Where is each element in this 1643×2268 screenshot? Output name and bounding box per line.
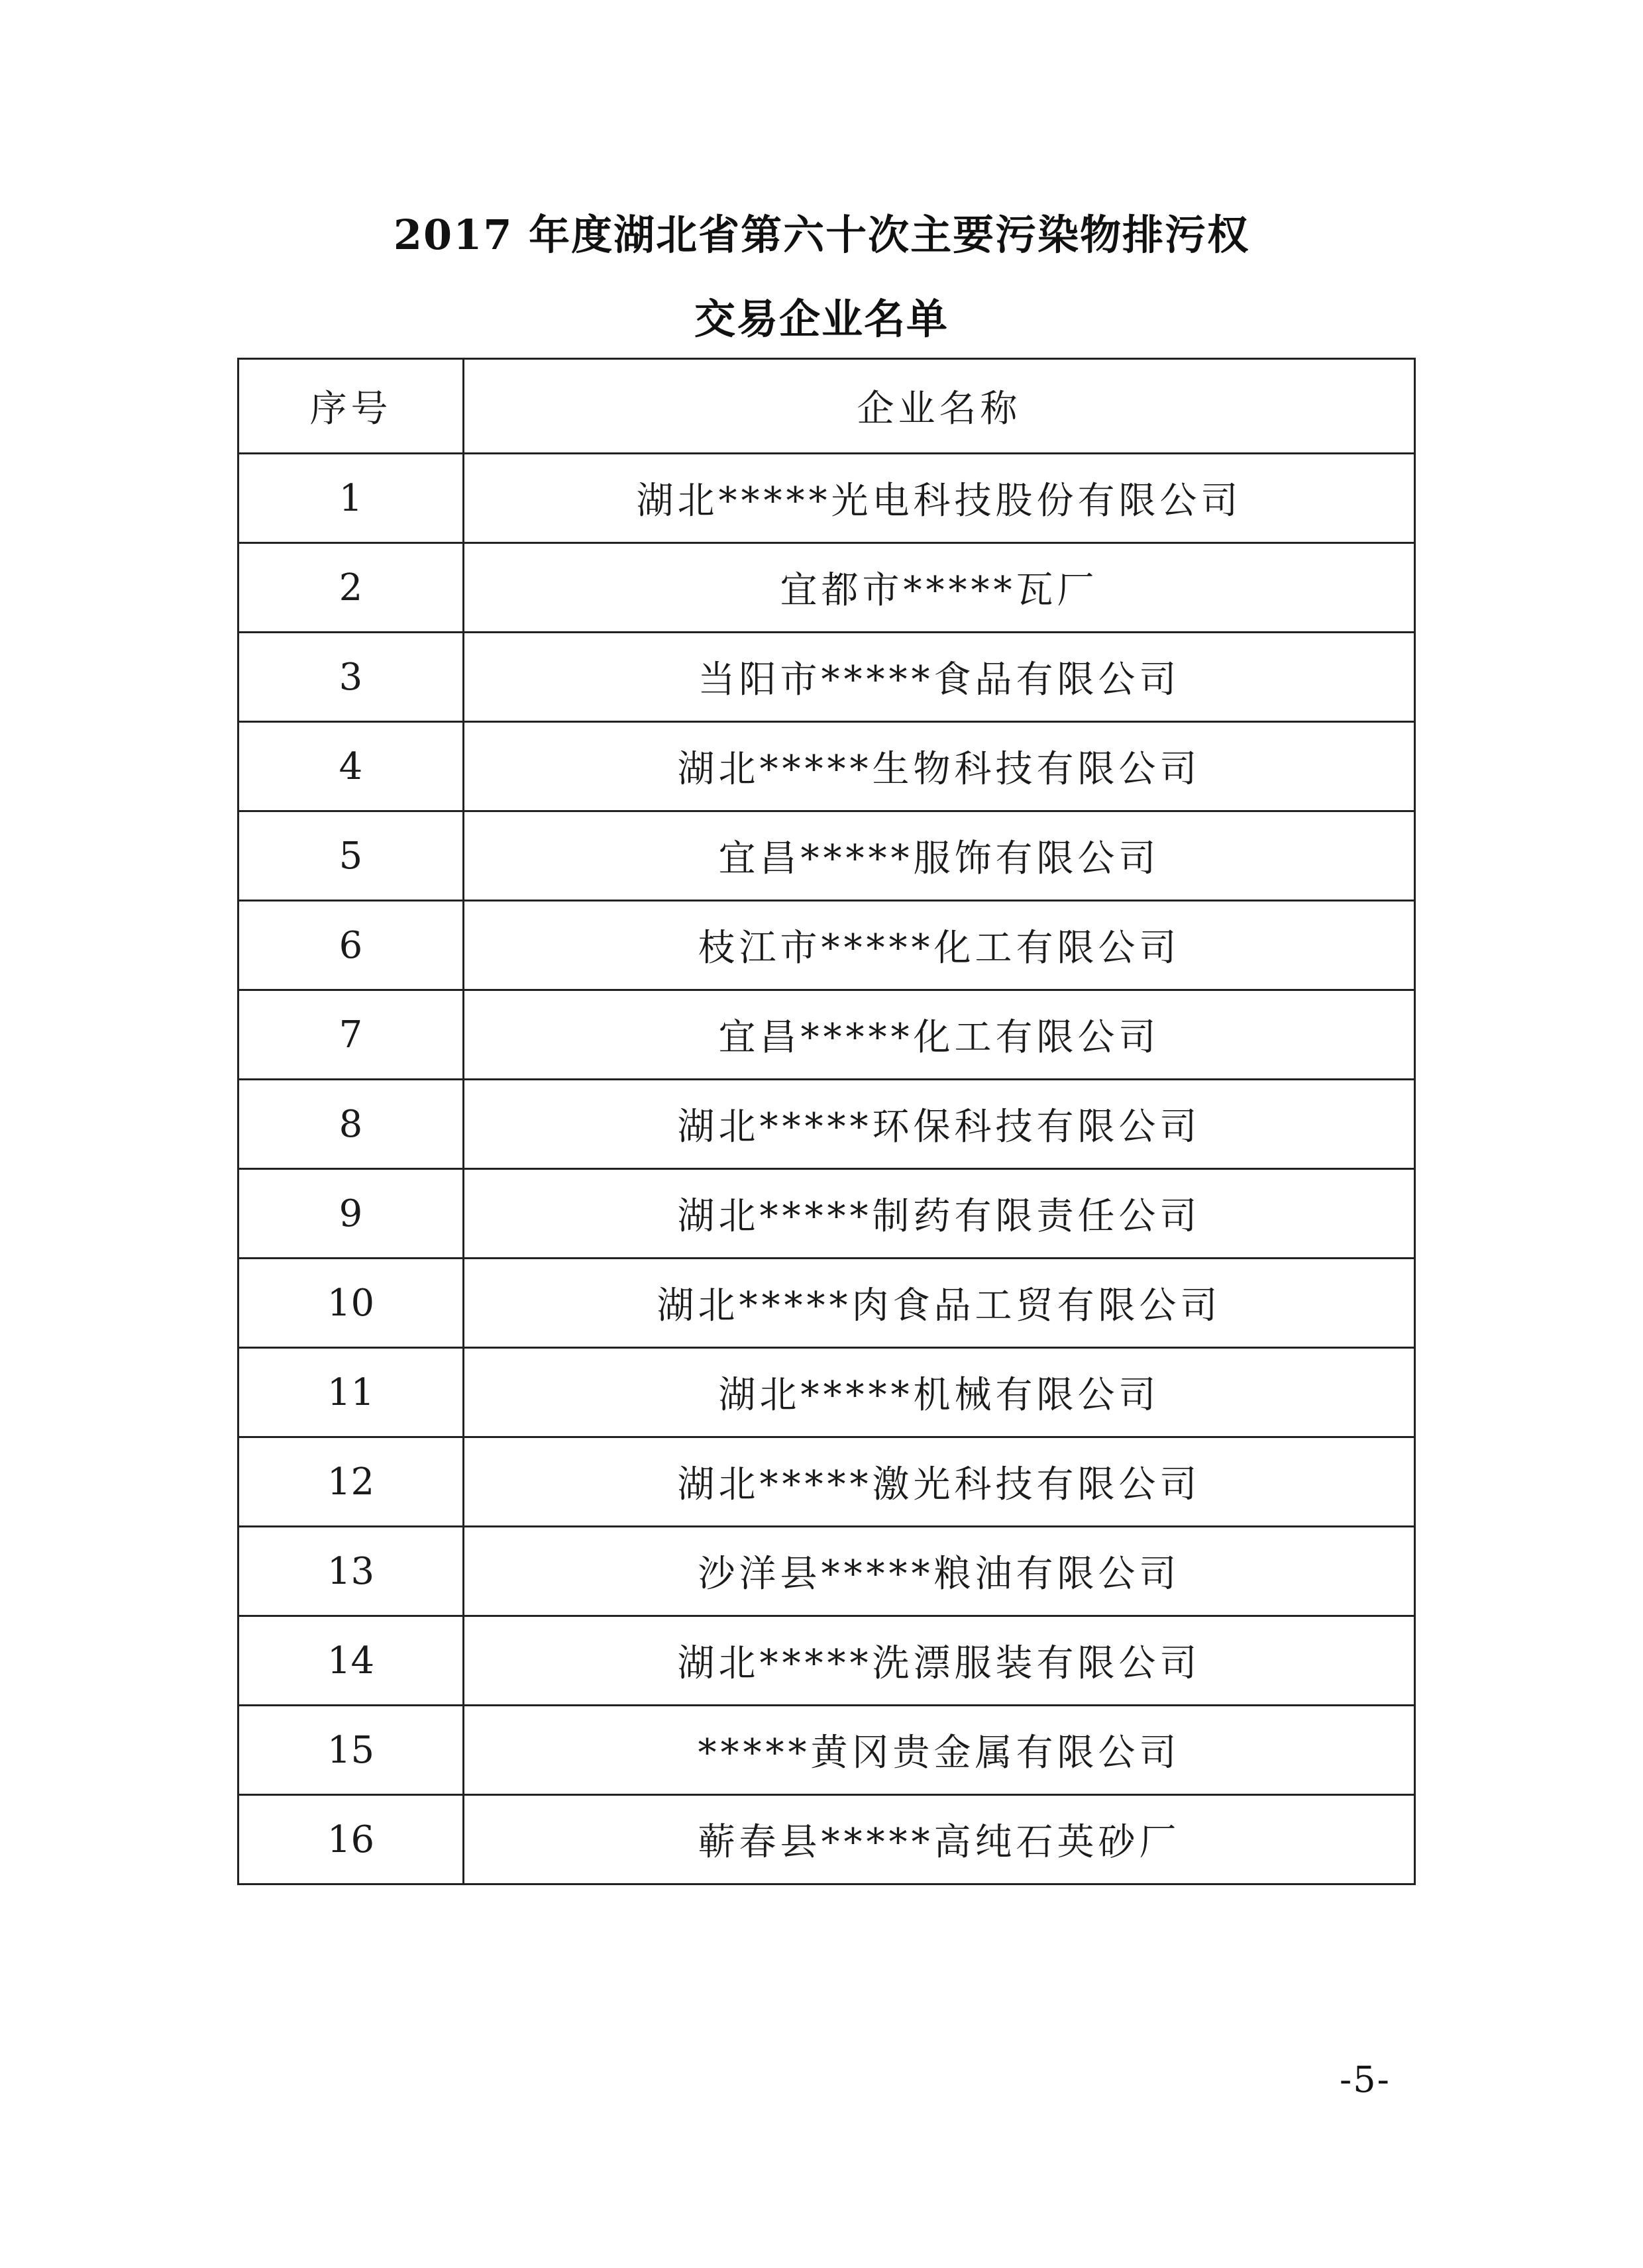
header-serial-number: 序号 [238,359,464,454]
row-enterprise-name: 枝江市*****化工有限公司 [464,901,1415,990]
row-enterprise-name: 沙洋县*****粮油有限公司 [464,1527,1415,1616]
row-enterprise-name: 湖北*****生物科技有限公司 [464,722,1415,811]
table-row [238,1616,1415,1706]
table-row [238,1348,1415,1437]
table-row [238,1080,1415,1169]
row-enterprise-name: 湖北*****光电科技股份有限公司 [464,454,1415,543]
row-enterprise-name: 宜都市*****瓦厂 [464,543,1415,633]
table-row [238,1169,1415,1259]
table-row [238,1706,1415,1795]
table-row [238,990,1415,1080]
table-row [238,1527,1415,1616]
table-row [238,543,1415,633]
row-enterprise-name: 湖北*****洗漂服装有限公司 [464,1616,1415,1706]
row-enterprise-name: 湖北*****肉食品工贸有限公司 [464,1259,1415,1348]
row-serial-number: 13 [238,1527,464,1616]
row-enterprise-name: 湖北*****制药有限责任公司 [464,1169,1415,1259]
enterprise-table-container [237,358,1414,1885]
row-enterprise-name: 宜昌*****服饰有限公司 [464,811,1415,901]
row-serial-number: 16 [238,1795,464,1884]
row-serial-number: 4 [238,722,464,811]
row-enterprise-name: 湖北*****环保科技有限公司 [464,1080,1415,1169]
row-enterprise-name: *****黄冈贵金属有限公司 [464,1706,1415,1795]
row-serial-number: 2 [238,543,464,633]
row-serial-number: 12 [238,1437,464,1527]
row-enterprise-name: 当阳市*****食品有限公司 [464,633,1415,722]
table-row [238,901,1415,990]
row-enterprise-name: 蕲春县*****高纯石英砂厂 [464,1795,1415,1884]
row-serial-number: 1 [238,454,464,543]
document-title-line-2: 交易企业名单 [694,295,949,343]
table-row [238,454,1415,543]
row-serial-number: 11 [238,1348,464,1437]
row-serial-number: 14 [238,1616,464,1706]
table-row [238,633,1415,722]
table-row [238,1437,1415,1527]
row-serial-number: 5 [238,811,464,901]
row-enterprise-name: 宜昌*****化工有限公司 [464,990,1415,1080]
table-header-row [238,359,1415,454]
document-title-line-1: 2017 年度湖北省第六十次主要污染物排污权 [393,211,1250,259]
row-serial-number: 6 [238,901,464,990]
page-number: -5- [1340,2059,1391,2100]
row-serial-number: 10 [238,1259,464,1348]
row-serial-number: 9 [238,1169,464,1259]
enterprise-table [237,358,1416,1885]
row-enterprise-name: 湖北*****机械有限公司 [464,1348,1415,1437]
row-serial-number: 3 [238,633,464,722]
row-enterprise-name: 湖北*****激光科技有限公司 [464,1437,1415,1527]
table-row [238,722,1415,811]
table-row [238,1259,1415,1348]
row-serial-number: 15 [238,1706,464,1795]
table-row [238,1795,1415,1884]
header-enterprise-name: 企业名称 [464,359,1415,454]
table-row [238,811,1415,901]
row-serial-number: 7 [238,990,464,1080]
row-serial-number: 8 [238,1080,464,1169]
